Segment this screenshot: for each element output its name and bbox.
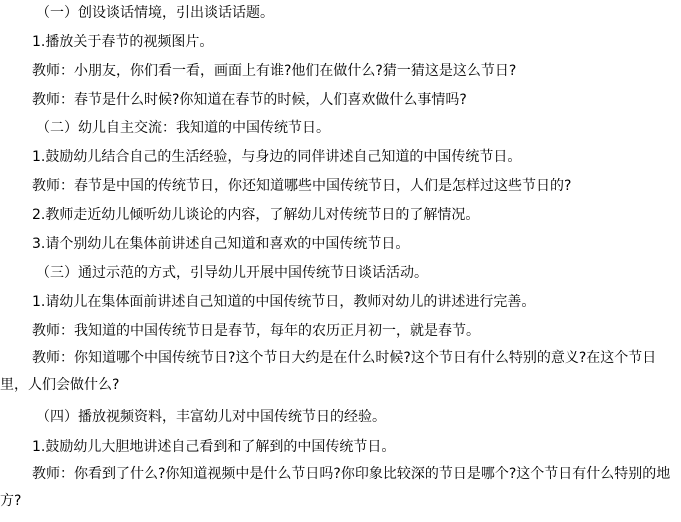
paragraph-item: 1.请幼儿在集体面前讲述自己知道的中国传统节日，教师对幼儿的讲述进行完善。 <box>32 294 536 310</box>
teacher-dialogue-wrapped: 教师：你看到了什么?你知道视频中是什么节日吗?你印象比较深的节日是哪个?这个节日有什么特别的地方? <box>0 466 671 509</box>
teacher-dialogue-wrapped: 教师：你知道哪个中国传统节日?这个节日大约是在什么时候?这个节日有什么特别的意义?在这个节日里，人们会做什么? <box>0 350 657 393</box>
teacher-dialogue: 教师：春节是中国的传统节日，你还知道哪些中国传统节日，人们是怎样过这些节日的? <box>32 178 572 194</box>
section-heading-3: （三）通过示范的方式，引导幼儿开展中国传统节日谈话活动。 <box>36 265 428 281</box>
paragraph-item: 1.鼓励幼儿大胆地讲述自己看到和了解到的中国传统节日。 <box>32 439 396 455</box>
paragraph-item: 1.鼓励幼儿结合自己的生活经验，与身边的同伴讲述自己知道的中国传统节日。 <box>32 149 522 165</box>
teacher-dialogue: 教师：春节是什么时候?你知道在春节的时候，人们喜欢做什么事情吗? <box>32 92 467 108</box>
paragraph-item: 2.教师走近幼儿倾听幼儿谈论的内容，了解幼儿对传统节日的了解情况。 <box>32 207 480 223</box>
section-heading-1: （一）创设谈话情境，引出谈话话题。 <box>36 5 274 21</box>
paragraph-item: 3.请个别幼儿在集体前讲述自己知道和喜欢的中国传统节日。 <box>32 236 410 252</box>
paragraph-item: 1.播放关于春节的视频图片。 <box>32 34 214 50</box>
teacher-dialogue: 教师：小朋友，你们看一看，画面上有谁?他们在做什么?猜一猜这是这么节日? <box>32 63 517 79</box>
section-heading-2: （二）幼儿自主交流：我知道的中国传统节日。 <box>36 120 330 136</box>
teacher-dialogue: 教师：我知道的中国传统节日是春节，每年的农历正月初一，就是春节。 <box>32 323 480 339</box>
section-heading-4: （四）播放视频资料，丰富幼儿对中国传统节日的经验。 <box>36 409 386 425</box>
